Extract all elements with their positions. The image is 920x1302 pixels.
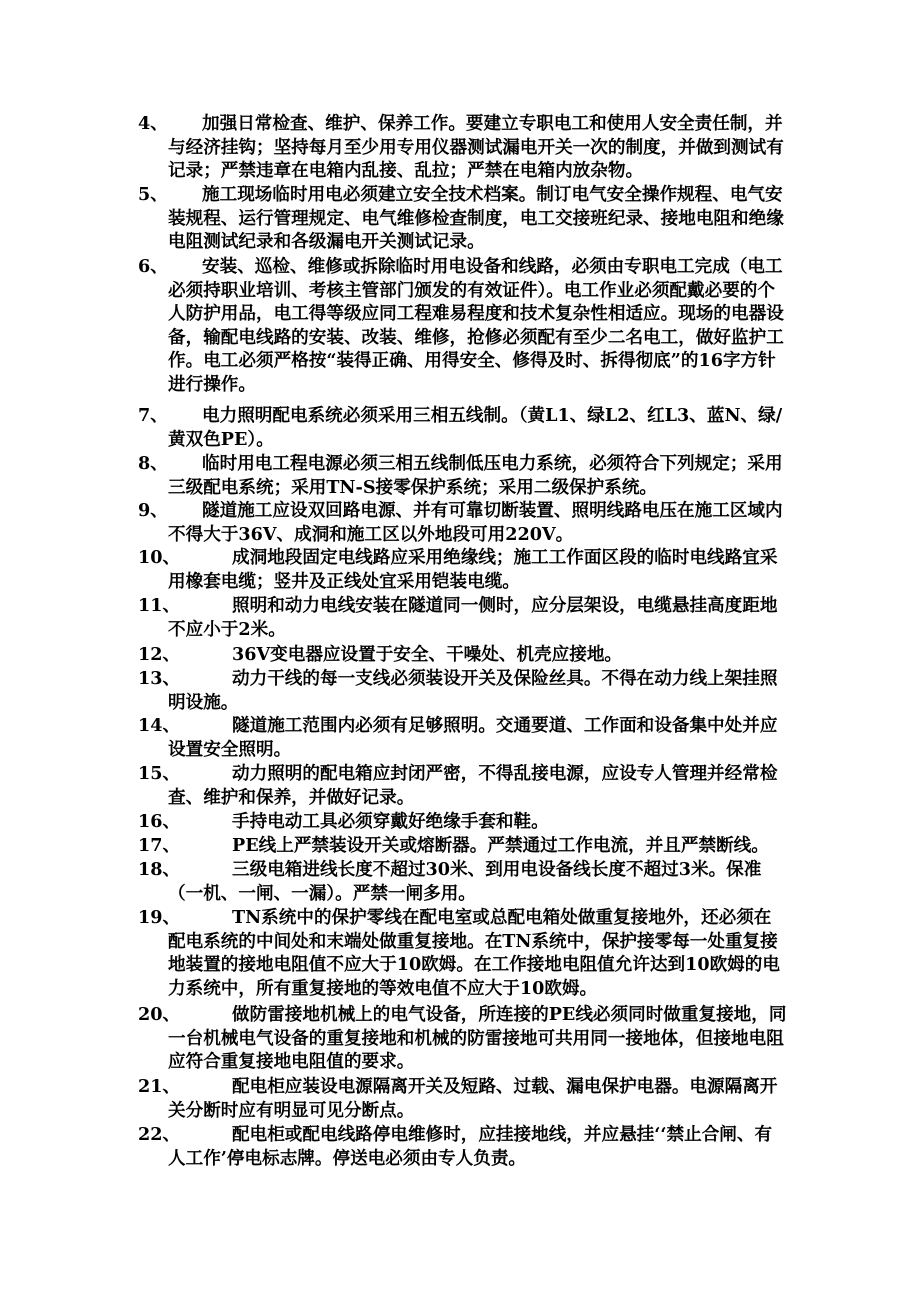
item-number: 4、 xyxy=(138,113,168,134)
list-item xyxy=(138,255,788,396)
item-text: 动力照明的配电箱应封闭严密，不得乱接电源，应设专人管理并经常检查、维护和保养，并做好记录。 xyxy=(168,763,778,808)
list-item xyxy=(138,594,788,641)
item-text: 配电柜或配电线路停电维修时，应挂接地线，并应悬挂‘‘禁止合闸、有人工作’停电标志牌。停送电必须由专人负责。 xyxy=(168,1124,773,1169)
item-text: 配电柜应装设电源隔离开关及短路、过载、漏电保护电器。电源隔离开关分断时应有明显可见分断点。 xyxy=(168,1076,778,1121)
list-item xyxy=(138,667,788,714)
list-item xyxy=(138,1003,788,1074)
list-item xyxy=(138,906,788,1000)
item-text: 隧道施工范围内必须有足够照明。交通要道、工作面和设备集中处并应设置安全照明。 xyxy=(168,715,778,760)
list-item xyxy=(138,834,788,858)
item-number: 12、 xyxy=(138,644,181,665)
item-number: 15、 xyxy=(138,763,181,784)
list-item xyxy=(138,714,788,761)
item-text: 36V变电器应设置于安全、干噪处、机壳应接地。 xyxy=(232,644,623,665)
item-number: 16、 xyxy=(138,811,181,832)
item-number: 5、 xyxy=(138,184,168,205)
list-item xyxy=(138,112,788,183)
item-text: 隧道施工应设双回路电源、并有可靠切断装置、照明线路电压在施工区域内不得大于36V、成洞和施工区以外地段可用220V。 xyxy=(168,500,783,545)
list-item xyxy=(138,452,788,499)
item-number: 13、 xyxy=(138,668,181,689)
item-number: 8、 xyxy=(138,453,168,474)
item-number: 22、 xyxy=(138,1124,181,1145)
item-text: 做防雷接地机械上的电气设备，所连接的PE线必须同时做重复接地，同一台机械电气设备的重复接地和机械的防雷接地可共用同一接地体，但接地电阻应符合重复接地电阻值的要求。 xyxy=(168,1004,787,1072)
list-item xyxy=(138,810,788,834)
item-number: 21、 xyxy=(138,1076,181,1097)
list-item xyxy=(138,499,788,546)
item-text: 临时用电工程电源必须三相五线制低压电力系统，必须符合下列规定；采用三级配电系统；采用TN-S接零保护系统；采用二级保护系统。 xyxy=(168,453,783,498)
item-number: 20、 xyxy=(138,1004,181,1025)
item-number: 9、 xyxy=(138,500,168,521)
item-text: 三级电箱进线长度不超过30米、到用电设备线长度不超过3米。保准（一机、一闸、一漏）。严禁一闸多用。 xyxy=(168,859,762,904)
item-text: 照明和动力电线安装在隧道同一侧时，应分层架设，电缆悬挂高度距地不应小于2米。 xyxy=(168,595,778,640)
list-item xyxy=(138,858,788,905)
item-number: 10、 xyxy=(138,547,181,568)
item-number: 11、 xyxy=(138,595,181,616)
item-text: 加强日常检查、维护、保养工作。要建立专职电工和使用人安全责任制，并与经济挂钩；坚持每月至少用专用仪器测试漏电开关一次的制度，并做到测试有记录；严禁违章在电箱内乱接、乱拉；严禁在电箱内放杂物。 xyxy=(168,113,784,181)
item-text: 安装、巡检、维修或拆除临时用电设备和线路，必须由专职电工完成（电工必须持职业培训、考核主管部门颁发的有效证件）。电工作业必须配戴必要的个人防护用品，电工得等级应同工程难易程度和技术复杂性相适应。现场的电器设备，输配电线路的安装、改装、维修，抢修必须配有至少二名电工，做好监护工作。电工必须严格按“装得正确、用得安全、修得及时、拆得彻底”的16字方针进行操作。 xyxy=(168,256,784,395)
item-text: 动力干线的每一支线必须装设开关及保险丝具。不得在动力线上架挂照明设施。 xyxy=(168,668,778,713)
item-text: 成洞地段固定电线路应采用绝缘线；施工工作面区段的临时电线路宜采用橡套电缆；竖井及正线处宜采用铠装电缆。 xyxy=(168,547,778,592)
item-number: 17、 xyxy=(138,835,181,856)
item-number: 14、 xyxy=(138,715,181,736)
list-item xyxy=(138,404,788,451)
list-item xyxy=(138,1123,788,1170)
item-text: 电力照明配电系统必须采用三相五线制。（黄L1、绿L2、红L3、蓝N、绿/黄双色PE）。 xyxy=(168,405,783,450)
list-item xyxy=(138,643,788,667)
item-number: 18、 xyxy=(138,859,181,880)
item-text: TN系统中的保护零线在配电室或总配电箱处做重复接地外，还必须在配电系统的中间处和末端处做重复接地。在TN系统中，保护接零每一处重复接地装置的接地电阻值不应大于10欧姆。在工作接地电阻值允许达到10欧姆的电力系统中，所有重复接地的等效电值不应大于10欧姆。 xyxy=(168,907,780,999)
item-text: 手持电动工具必须穿戴好绝缘手套和鞋。 xyxy=(232,811,549,832)
item-number: 19、 xyxy=(138,907,181,928)
list-item xyxy=(138,1075,788,1122)
item-text: PE线上严禁装设开关或熔断器。严禁通过工作电流，并且严禁断线。 xyxy=(232,835,769,856)
list-item xyxy=(138,546,788,593)
item-text: 施工现场临时用电必须建立安全技术档案。制订电气安全操作规程、电气安装规程、运行管理规定、电气维修检查制度，电工交接班纪录、接地电阻和绝缘电阻测试纪录和各级漏电开关测试记录。 xyxy=(168,184,784,252)
item-number: 7、 xyxy=(138,405,168,426)
list-item xyxy=(138,762,788,809)
item-number: 6、 xyxy=(138,256,168,277)
list-item xyxy=(138,183,788,254)
